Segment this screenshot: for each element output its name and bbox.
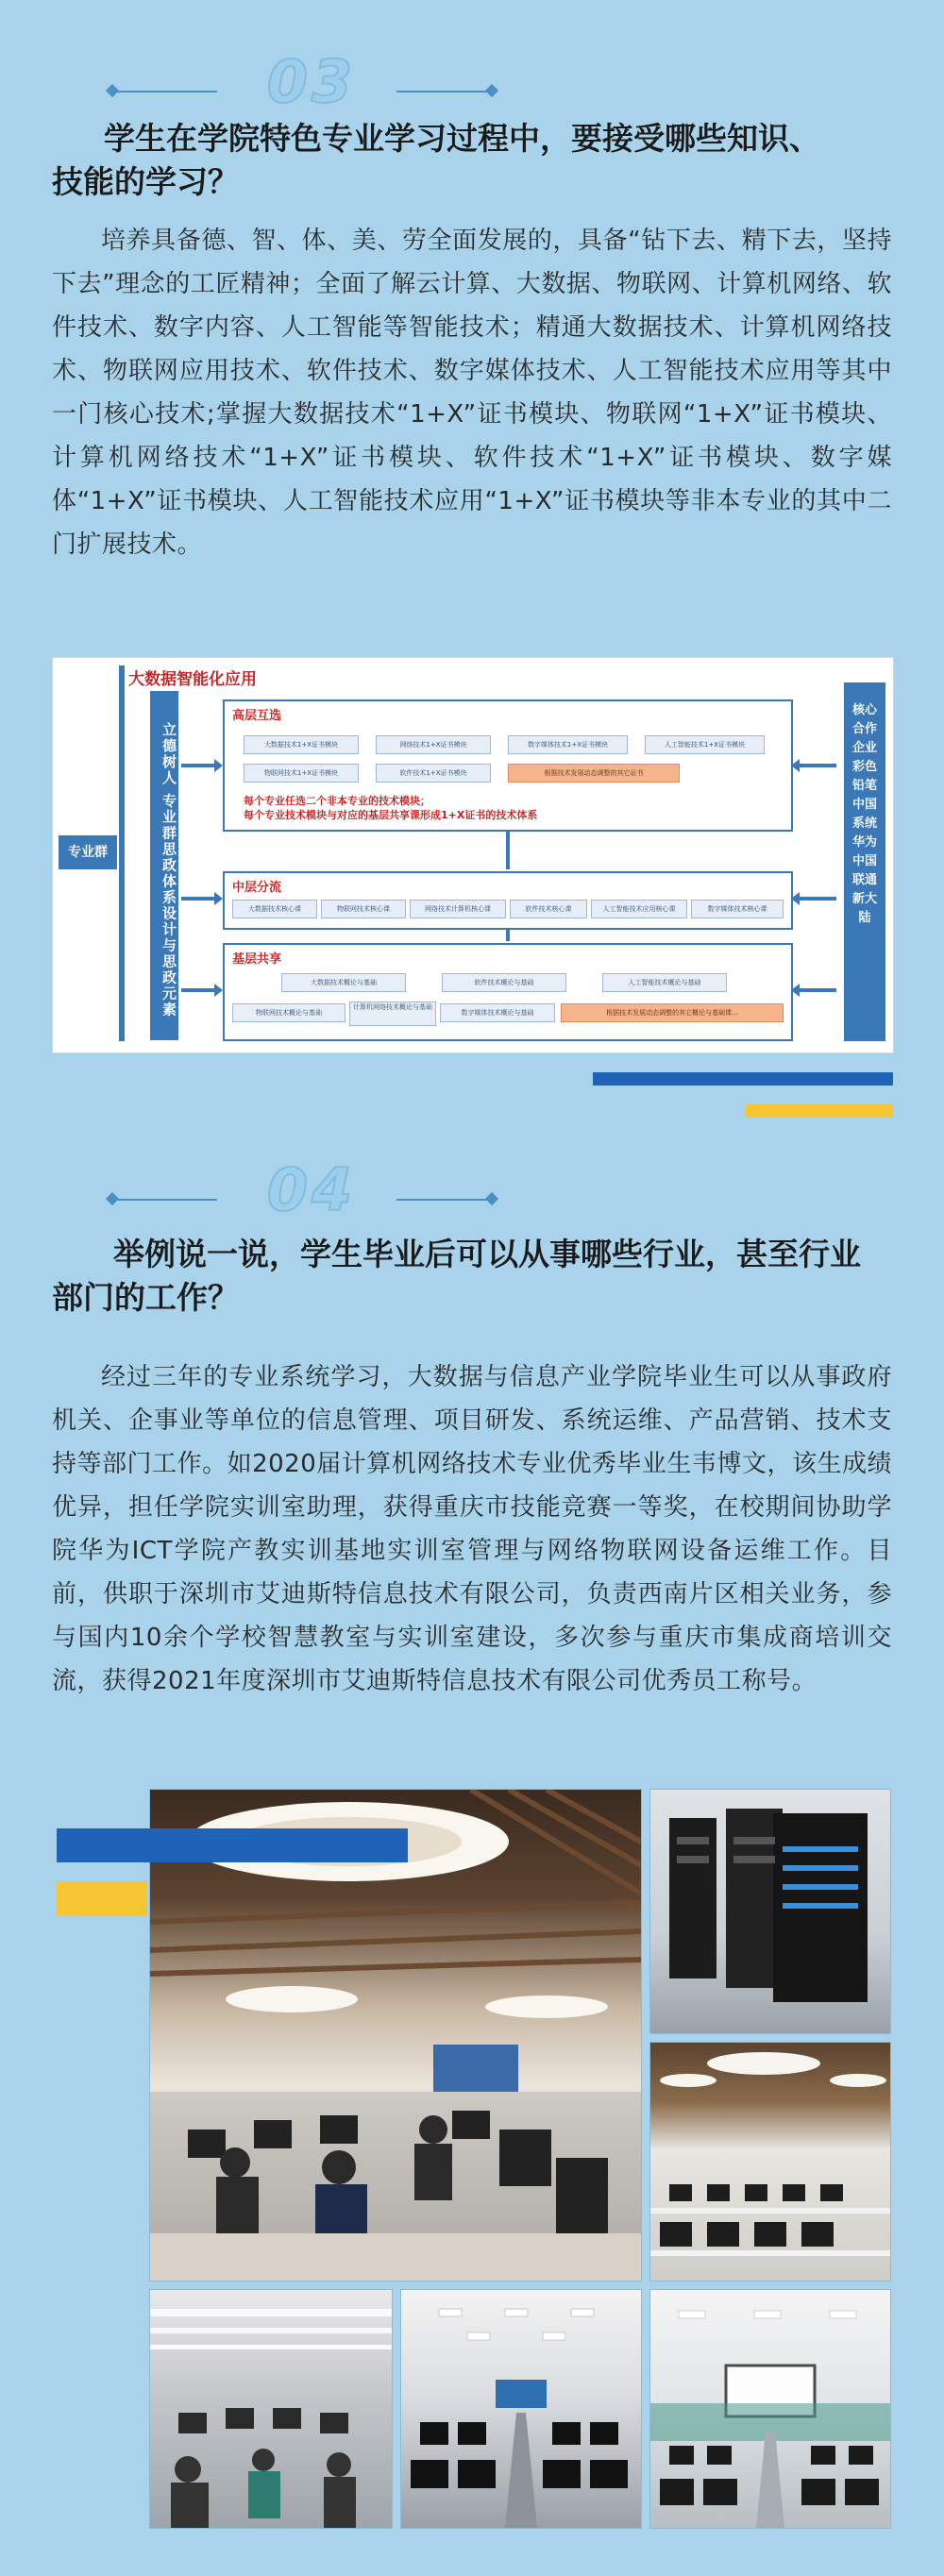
diagram-column [150, 691, 178, 1040]
module-chip: 数字媒体技术1+X证书模块 [508, 735, 628, 754]
header-line-right [396, 1199, 491, 1201]
modern-lab-photo [649, 2289, 891, 2529]
title-line: 部门的工作？ [52, 1279, 239, 1316]
header-dot [485, 84, 498, 97]
header-line-right [396, 91, 491, 93]
diagram-left-label: 专业群 [59, 835, 117, 869]
top-layer-label: 高层互选 [232, 709, 282, 723]
core-course-chip: 数字媒体技术核心课 [691, 900, 784, 918]
top-layer-box [223, 699, 793, 832]
title-line: 学生在学院特色专业学习过程中，要接受哪些知识、 [104, 120, 820, 157]
basic-course-chip: 软件技术概论与基础 [442, 973, 566, 992]
module-chip: 网络技术1+X证书模块 [376, 735, 491, 754]
basic-course-chip: 计算机网络技术概论与基础 [349, 1002, 436, 1026]
middle-layer-box [223, 871, 793, 930]
layer-connector [506, 830, 510, 869]
classroom-scene [150, 1790, 641, 2281]
section-paragraph: 培养具备德、智、体、美、劳全面发展的，具备“钻下去、精下去，坚持下去”理念的工匠精神；全面了解云计算、大数据、物联网、计算机网络、软件技术、数字内容、人工智能等智能技术；精通大数据技术、计算机网络技术、物联网应用技术、软件技术、数字媒体技术、人工智能技术应用等其中一门核心技术;掌握大数据技术“1+X”证书模块、物联网“1+X”证书模块、计算机网络技术“1+X”证书模块、软件技术“1+X”证书模块、数字媒体“1+X”证书模块、人工智能技术应用“1+X”证书模块等非本专业的其中二门扩展技术。 [52, 227, 892, 559]
section-number-header [113, 49, 491, 125]
accent-bar-blue [57, 1828, 408, 1862]
header-dot [485, 1192, 498, 1205]
partner-text: 核心合作企业 彩色铅笔 中国系统 华为 中国联通 新大陆 [851, 703, 877, 925]
lab-rows-scene [401, 2290, 641, 2528]
core-course-chip: 物联网技术核心课 [321, 900, 406, 918]
module-chip: 根据技术发展动态调整的其它证书 [508, 764, 680, 783]
module-chip: 物联网技术1+X证书模块 [244, 764, 359, 783]
module-chip: 人工智能技术1+X证书模块 [645, 735, 765, 754]
bottom-layer-label: 基层共享 [232, 952, 282, 967]
arrow-right [181, 988, 215, 992]
header-dot [106, 84, 119, 97]
module-chip: 大数据技术1+X证书模块 [244, 735, 359, 754]
section-number-header [113, 1157, 491, 1233]
section-paragraph: 经过三年的专业系统学习，大数据与信息产业学院毕业生可以从事政府机关、企事业等单位的信息管理、项目研发、系统运维、产品营销、技术支持等部门工作。如2020届计算机网络技术专业优秀毕业生韦博文，该生成绩优异，担任学院实训室助理，获得重庆市技能竞赛一等奖，在校期间协助学院华为ICT学院产教实训基地实训室管理与网络物联网设备运维工作。目前，供职于深圳市艾迪斯特信息技术有限公司，负责西南片区相关业务，参与国内10余个学校智慧教室与实训室建设，多次参与重庆市集成商培训交流，获得2021年度深圳市艾迪斯特信息技术有限公司优秀员工称号。 [52, 1363, 892, 1695]
title-line: 技能的学习？ [52, 163, 239, 200]
curriculum-diagram [52, 657, 894, 1053]
section-number: 04 [266, 1155, 357, 1224]
accent-bar-yellow [57, 1881, 147, 1915]
diagram-column-text: 立德树人 专业群思政体系设计与思政元素 [160, 722, 177, 1019]
students-lab-photo [149, 2289, 393, 2529]
empty-lab-photo [400, 2289, 642, 2529]
basic-course-chip: 大数据技术概论与基础 [281, 973, 406, 992]
diagram-right-column [844, 682, 885, 1041]
accent-bar-yellow [746, 1104, 893, 1118]
core-course-chip: 大数据技术核心课 [232, 900, 317, 918]
diagram-note [244, 794, 782, 822]
students-scene [150, 2290, 392, 2528]
basic-course-chip: 人工智能技术概论与基础 [602, 973, 727, 992]
middle-layer-label: 中层分流 [232, 881, 282, 895]
diagram-title: 大数据智能化应用 [128, 670, 257, 689]
basic-course-chip: 物联网技术概论与基础 [232, 1003, 346, 1022]
section-title [52, 117, 902, 204]
modern-lab-scene [650, 2290, 890, 2528]
layer-connector [506, 928, 510, 941]
header-line-left [113, 1199, 217, 1201]
arrow-right [181, 764, 215, 767]
left-bracket [119, 665, 125, 1041]
arrow-left [799, 764, 836, 767]
core-course-chip: 网络技术计算机核心课 [410, 900, 506, 918]
server-scene [650, 1790, 890, 2033]
arrow-left [799, 988, 836, 992]
note-line: 每个专业任选二个非本专业的技术模块； [244, 795, 430, 807]
module-chip: 软件技术1+X证书模块 [376, 764, 491, 783]
basic-course-chip: 根据技术发展动态调整的其它概论与基础课... [561, 1003, 784, 1022]
classroom-photo-large [149, 1789, 642, 2281]
core-course-chip: 人工智能技术应用核心课 [591, 900, 687, 918]
arrow-left [799, 897, 836, 901]
note-line: 每个专业技术模块与对应的基层共享课形成1+X证书的技术体系 [244, 809, 538, 821]
header-line-left [113, 91, 217, 93]
server-rack-photo [649, 1789, 891, 2034]
core-course-chip: 软件技术核心课 [510, 900, 587, 918]
section-number: 03 [266, 47, 357, 116]
lab-scene [650, 2043, 890, 2281]
arrow-right [181, 897, 215, 901]
header-dot [106, 1192, 119, 1205]
computer-lab-photo [649, 2042, 891, 2281]
accent-bar-blue [593, 1072, 893, 1086]
title-line: 举例说一说，学生毕业后可以从事哪些行业，甚至行业 [113, 1236, 861, 1272]
bottom-layer-box [223, 943, 793, 1041]
basic-course-chip: 数字媒体技术概论与基础 [440, 1003, 555, 1022]
section-title [52, 1233, 920, 1320]
